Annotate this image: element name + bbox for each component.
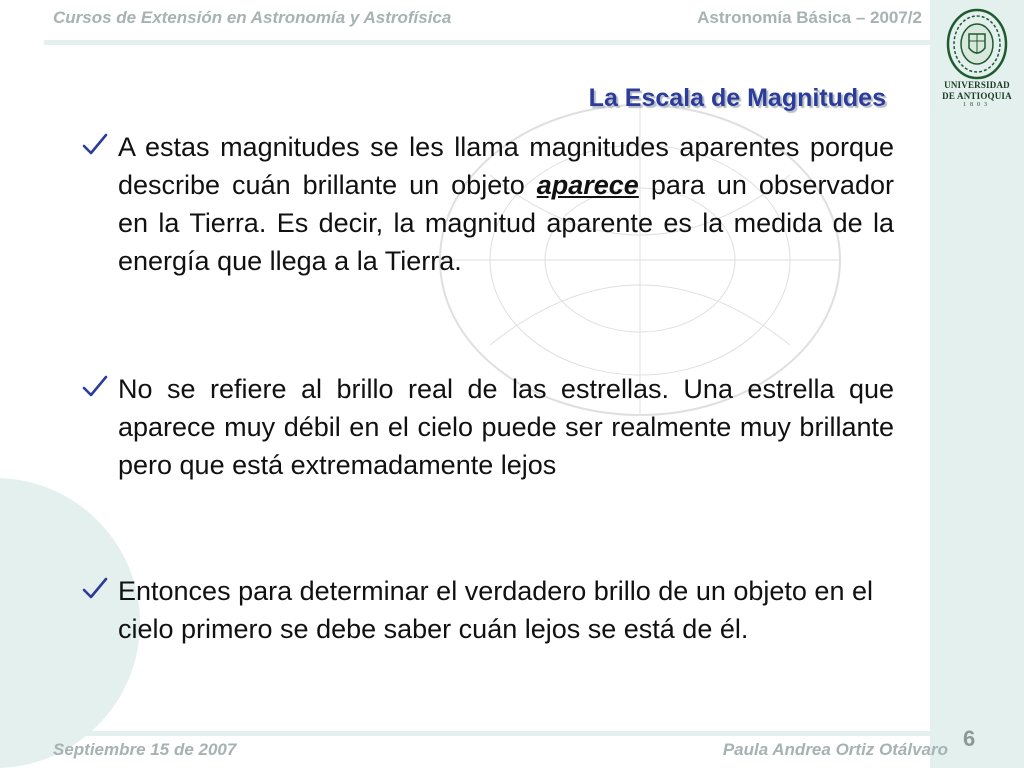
bullet-text-3: Entonces para determinar el verdadero brillo de un objeto en el cielo primero se debe saber cuán lejos se está de él.: [118, 576, 873, 644]
university-seal-icon: [945, 8, 1009, 80]
slide-title: La Escala de Magnitudes: [588, 84, 886, 112]
course-term: Astronomía Básica – 2007/2: [697, 8, 922, 27]
bullet-text-1: [118, 128, 894, 280]
university-logo: [936, 8, 1018, 118]
author-name: Paula Andrea Ortiz Otálvaro: [722, 740, 948, 759]
bullet-text-2: No se refiere al brillo real de las estrellas. Una estrella que aparece muy débil en el cielo puede ser realmente muy brillante pero que está extremadamente lejos: [118, 374, 894, 480]
university-name-line1: UNIVERSIDAD: [944, 80, 1010, 90]
header-divider: [44, 40, 930, 45]
university-founding-year: 1803: [963, 102, 991, 108]
checkmark-icon: [80, 372, 110, 402]
presentation-date: Septiembre 15 de 2007: [53, 740, 237, 759]
bullet-1-part1: A estas magnitudes se les llama magnitudes aparentes porque describe cuán brillante un objeto: [118, 132, 894, 200]
page-number: 6: [963, 726, 976, 751]
course-name: Cursos de Extensión en Astronomía y Astrofísica: [53, 8, 452, 27]
bullet-1-part2: para un observador en la Tierra. Es decir, la magnitud aparente es la medida de la energía que llega a la Tierra.: [118, 170, 894, 276]
emphasized-word: aparece: [536, 170, 639, 200]
checkmark-icon: [80, 574, 110, 604]
footer-divider: [44, 731, 930, 736]
university-name-line2: DE ANTIOQUIA: [942, 91, 1012, 101]
checkmark-icon: [80, 130, 110, 160]
